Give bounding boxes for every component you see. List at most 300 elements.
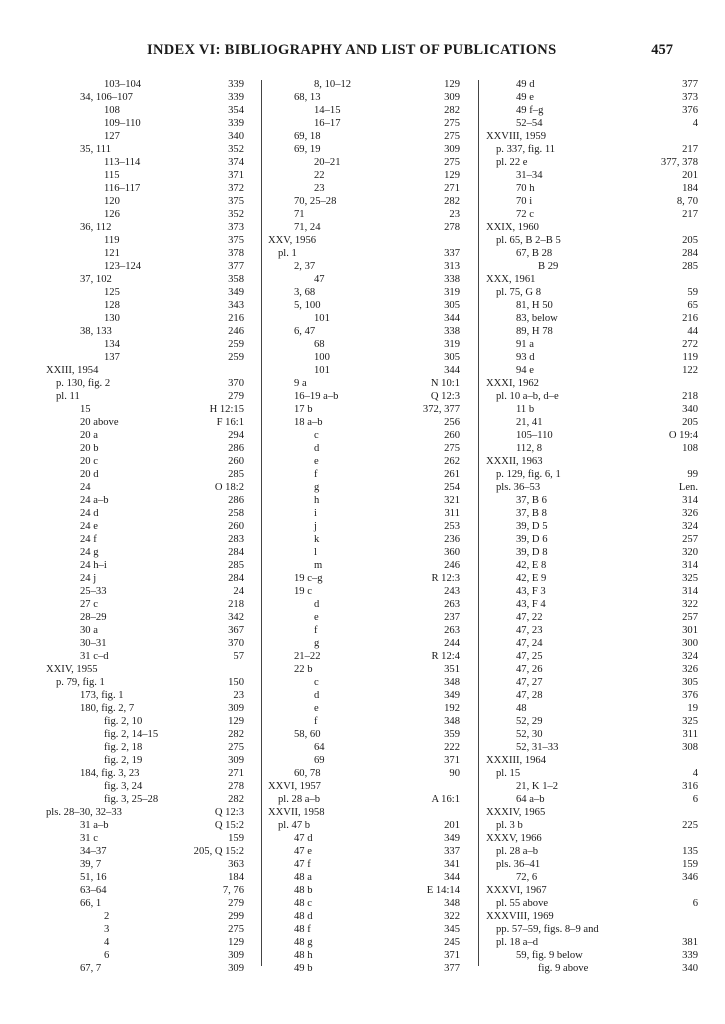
entry-page: 294 xyxy=(228,430,244,441)
entry-reference: 58, 60 xyxy=(294,729,321,740)
entry-reference: fig. 2, 10 xyxy=(104,716,143,727)
entry-reference: 72 c xyxy=(516,209,534,220)
entry-reference: 2 xyxy=(104,911,110,922)
index-entry xyxy=(268,663,460,676)
entry-reference: 52–54 xyxy=(516,118,543,129)
entry-reference: 24 a–b xyxy=(80,495,109,506)
index-entry xyxy=(268,169,460,182)
entry-reference: 22 b xyxy=(294,664,313,675)
index-entry xyxy=(268,702,460,715)
entry-reference: pp. 57–59, figs. 8–9 and xyxy=(496,924,599,935)
entry-reference: 68 xyxy=(314,339,325,350)
entry-page: 6 xyxy=(692,794,698,805)
index-entry xyxy=(486,728,698,741)
entry-page: 243 xyxy=(444,586,460,597)
index-entry xyxy=(486,117,698,130)
entry-reference: m xyxy=(314,560,323,571)
entry-page: F 16:1 xyxy=(216,417,244,428)
entry-reference: 52, 29 xyxy=(516,716,543,727)
index-entry xyxy=(46,676,244,689)
entry-page: 286 xyxy=(228,495,244,506)
entry-page: 349 xyxy=(444,833,460,844)
entry-page: 308 xyxy=(682,742,698,753)
entry-page: 205 xyxy=(682,235,698,246)
index-entry xyxy=(46,637,244,650)
entry-page: N 10:1 xyxy=(430,378,460,389)
index-entry xyxy=(486,442,698,455)
entry-reference: 25–33 xyxy=(80,586,107,597)
index-entry xyxy=(486,741,698,754)
entry-reference: 19 c–g xyxy=(294,573,323,584)
entry-reference: 59, fig. 9 below xyxy=(516,950,583,961)
index-entry xyxy=(46,494,244,507)
entry-page: 372 xyxy=(228,183,244,194)
index-entry xyxy=(268,650,460,663)
entry-page: 6 xyxy=(692,898,698,909)
index-entry xyxy=(46,390,244,403)
index-entry xyxy=(486,572,698,585)
entry-reference: 128 xyxy=(104,300,120,311)
entry-reference: 9 a xyxy=(294,378,307,389)
entry-reference: 64 xyxy=(314,742,325,753)
index-entry xyxy=(46,767,244,780)
entry-reference: 24 d xyxy=(80,508,99,519)
index-entry xyxy=(46,793,244,806)
entry-reference: XXVI, 1957 xyxy=(268,781,321,792)
entry-page: 319 xyxy=(444,339,460,350)
entry-page: 285 xyxy=(682,261,698,272)
entry-reference: l xyxy=(314,547,317,558)
index-entry xyxy=(486,754,698,767)
entry-page: 285 xyxy=(228,560,244,571)
index-entry xyxy=(46,143,244,156)
index-entry xyxy=(486,169,698,182)
entry-reference: 69, 19 xyxy=(294,144,321,155)
index-entry xyxy=(46,312,244,325)
index-entry xyxy=(46,624,244,637)
entry-reference: 70, 25–28 xyxy=(294,196,337,207)
index-entry xyxy=(46,234,244,247)
entry-reference: 42, E 8 xyxy=(516,560,547,571)
entry-reference: 20 d xyxy=(80,469,99,480)
entry-reference: 18 a–b xyxy=(294,417,323,428)
entry-page: 351 xyxy=(444,664,460,675)
index-entry xyxy=(268,299,460,312)
index-entry xyxy=(268,442,460,455)
entry-page: 322 xyxy=(444,911,460,922)
entry-reference: XXXII, 1963 xyxy=(486,456,543,467)
index-entry xyxy=(268,104,460,117)
entry-reference: 123–124 xyxy=(104,261,142,272)
entry-reference: 24 e xyxy=(80,521,98,532)
entry-page: 316 xyxy=(682,781,698,792)
index-entry xyxy=(486,234,698,247)
index-entry xyxy=(486,455,698,468)
index-entry xyxy=(268,91,460,104)
entry-reference: 8, 10–12 xyxy=(314,79,352,90)
index-entry xyxy=(268,897,460,910)
entry-reference: 52, 30 xyxy=(516,729,543,740)
index-entry xyxy=(268,260,460,273)
header-title: INDEX VI: BIBLIOGRAPHY AND LIST OF PUBLICATIONS xyxy=(147,42,557,58)
index-entry xyxy=(268,806,460,819)
index-entry xyxy=(46,728,244,741)
index-entry xyxy=(46,364,244,377)
index-entry xyxy=(46,182,244,195)
index-entry xyxy=(486,949,698,962)
entry-reference: k xyxy=(314,534,320,545)
entry-reference: 27 c xyxy=(80,599,98,610)
entry-reference: 127 xyxy=(104,131,120,142)
entry-reference: 11 b xyxy=(516,404,535,415)
entry-reference: 31 a–b xyxy=(80,820,109,831)
index-entry xyxy=(486,702,698,715)
index-entry xyxy=(486,377,698,390)
entry-reference: 180, fig. 2, 7 xyxy=(80,703,135,714)
index-column-1 xyxy=(46,78,244,975)
entry-page: 344 xyxy=(444,313,460,324)
entry-reference: 71 xyxy=(294,209,305,220)
index-entry xyxy=(486,403,698,416)
entry-page: 349 xyxy=(444,690,460,701)
entry-page: 122 xyxy=(682,365,698,376)
entry-reference: 47, 23 xyxy=(516,625,543,636)
entry-reference: 184, fig. 3, 23 xyxy=(80,768,140,779)
entry-page: 59 xyxy=(687,287,698,298)
entry-page: 8, 70 xyxy=(676,196,698,207)
entry-reference: i xyxy=(314,508,317,519)
entry-page: 305 xyxy=(682,677,698,688)
entry-reference: 30 a xyxy=(80,625,98,636)
index-entry xyxy=(486,91,698,104)
index-entry xyxy=(46,351,244,364)
index-entry xyxy=(46,897,244,910)
entry-page: 263 xyxy=(444,625,460,636)
entry-reference: XXXI, 1962 xyxy=(486,378,539,389)
entry-reference: XXVII, 1958 xyxy=(268,807,325,818)
entry-reference: 48 f xyxy=(294,924,311,935)
entry-page: 309 xyxy=(228,755,244,766)
entry-reference: 121 xyxy=(104,248,120,259)
index-entry xyxy=(268,364,460,377)
index-entry xyxy=(486,845,698,858)
entry-reference: 16–19 a–b xyxy=(294,391,339,402)
index-entry xyxy=(268,819,460,832)
index-entry xyxy=(268,624,460,637)
entry-page: 309 xyxy=(228,703,244,714)
entry-reference: 49 f–g xyxy=(516,105,544,116)
index-entry xyxy=(268,611,460,624)
entry-reference: 16–17 xyxy=(314,118,341,129)
entry-page: 217 xyxy=(682,144,698,155)
entry-page: 286 xyxy=(228,443,244,454)
entry-reference: fig. 2, 14–15 xyxy=(104,729,159,740)
entry-page: 375 xyxy=(228,196,244,207)
entry-reference: 126 xyxy=(104,209,120,220)
index-entry xyxy=(486,923,698,936)
index-entry xyxy=(268,572,460,585)
entry-page: 360 xyxy=(444,547,460,558)
index-entry xyxy=(268,936,460,949)
entry-reference: 67, 7 xyxy=(80,963,102,974)
entry-page: 320 xyxy=(682,547,698,558)
entry-page: 337 xyxy=(444,846,460,857)
index-entry xyxy=(486,494,698,507)
entry-page: 359 xyxy=(444,729,460,740)
entry-reference: 21, 41 xyxy=(516,417,543,428)
entry-reference: 130 xyxy=(104,313,120,324)
entry-page: 275 xyxy=(444,157,460,168)
entry-page: Q 12:3 xyxy=(430,391,460,402)
entry-page: 337 xyxy=(444,248,460,259)
entry-page: 322 xyxy=(682,599,698,610)
entry-reference: f xyxy=(314,469,318,480)
entry-reference: 43, F 3 xyxy=(516,586,546,597)
index-entry xyxy=(46,299,244,312)
index-column-2 xyxy=(268,78,460,975)
entry-reference: 43, F 4 xyxy=(516,599,546,610)
index-entry xyxy=(46,663,244,676)
entry-page: 371 xyxy=(228,170,244,181)
entry-page: 260 xyxy=(228,456,244,467)
index-entry xyxy=(268,234,460,247)
entry-page: 282 xyxy=(228,794,244,805)
entry-page: 150 xyxy=(228,677,244,688)
index-entry xyxy=(46,910,244,923)
index-entry xyxy=(268,780,460,793)
entry-page: 57 xyxy=(233,651,244,662)
entry-reference: 63–64 xyxy=(80,885,107,896)
entry-reference: 47, 24 xyxy=(516,638,543,649)
entry-reference: p. 129, fig. 6, 1 xyxy=(496,469,561,480)
entry-page: 325 xyxy=(682,716,698,727)
entry-page: 222 xyxy=(444,742,460,753)
entry-reference: 69, 18 xyxy=(294,131,321,142)
entry-reference: pl. 28 a–b xyxy=(496,846,539,857)
entry-page: 339 xyxy=(228,118,244,129)
index-entry xyxy=(486,364,698,377)
entry-page: 44 xyxy=(687,326,698,337)
entry-page: 311 xyxy=(444,508,460,519)
index-entry xyxy=(46,715,244,728)
entry-reference: 6, 47 xyxy=(294,326,316,337)
entry-page: 346 xyxy=(682,872,698,883)
entry-page: 285 xyxy=(228,469,244,480)
entry-page: 354 xyxy=(228,105,244,116)
index-entry xyxy=(268,585,460,598)
index-column-3 xyxy=(486,78,698,975)
entry-reference: pl. 65, B 2–B 5 xyxy=(496,235,561,246)
entry-page: 245 xyxy=(444,937,460,948)
entry-reference: pl. 15 xyxy=(496,768,521,779)
entry-reference: 31–34 xyxy=(516,170,543,181)
entry-reference: 20–21 xyxy=(314,157,341,168)
index-entry xyxy=(486,247,698,260)
index-entry xyxy=(486,884,698,897)
index-entry xyxy=(46,117,244,130)
index-entry xyxy=(46,325,244,338)
entry-reference: 22 xyxy=(314,170,325,181)
index-entry xyxy=(46,156,244,169)
index-entry xyxy=(268,377,460,390)
entry-reference: 108 xyxy=(104,105,120,116)
index-entry xyxy=(268,325,460,338)
index-entry xyxy=(486,936,698,949)
index-entry xyxy=(268,182,460,195)
entry-reference: 4 xyxy=(104,937,110,948)
entry-page: 135 xyxy=(682,846,698,857)
index-entry xyxy=(486,780,698,793)
entry-reference: 20 above xyxy=(80,417,119,428)
entry-reference: 64 a–b xyxy=(516,794,545,805)
index-entry xyxy=(46,832,244,845)
entry-page: 99 xyxy=(687,469,698,480)
entry-page: 343 xyxy=(228,300,244,311)
entry-page: 309 xyxy=(228,963,244,974)
entry-reference: j xyxy=(314,521,317,532)
entry-page: 244 xyxy=(444,638,460,649)
index-entry xyxy=(486,806,698,819)
entry-reference: 20 b xyxy=(80,443,99,454)
entry-reference: 48 a xyxy=(294,872,312,883)
index-entry xyxy=(268,156,460,169)
index-entry xyxy=(268,455,460,468)
entry-page: 184 xyxy=(228,872,244,883)
entry-reference: p. 337, fig. 11 xyxy=(496,144,556,155)
entry-page: 237 xyxy=(444,612,460,623)
index-entry xyxy=(268,546,460,559)
entry-reference: c xyxy=(314,430,319,441)
index-entry xyxy=(46,429,244,442)
index-entry xyxy=(268,637,460,650)
entry-reference: 94 e xyxy=(516,365,534,376)
index-entry xyxy=(486,156,698,169)
entry-reference: fig. 2, 18 xyxy=(104,742,143,753)
index-entry xyxy=(46,754,244,767)
index-entry xyxy=(486,611,698,624)
index-entry xyxy=(268,286,460,299)
entry-reference: 3, 68 xyxy=(294,287,316,298)
entry-reference: 101 xyxy=(314,313,330,324)
entry-reference: 47 xyxy=(314,274,325,285)
index-entry xyxy=(46,923,244,936)
entry-reference: 37, B 6 xyxy=(516,495,547,506)
entry-page: 370 xyxy=(228,638,244,649)
entry-reference: 89, H 78 xyxy=(516,326,553,337)
index-entry xyxy=(268,793,460,806)
entry-page: 340 xyxy=(682,404,698,415)
entry-page: 129 xyxy=(228,937,244,948)
entry-page: 370 xyxy=(228,378,244,389)
page-number: 457 xyxy=(651,42,673,58)
index-entry xyxy=(46,338,244,351)
entry-page: 90 xyxy=(449,768,460,779)
entry-reference: XXIV, 1955 xyxy=(46,664,98,675)
index-entry xyxy=(46,702,244,715)
entry-page: 283 xyxy=(228,534,244,545)
entry-page: 375 xyxy=(228,235,244,246)
entry-page: 373 xyxy=(682,92,698,103)
entry-reference: p. 79, fig. 1 xyxy=(56,677,105,688)
entry-page: 272 xyxy=(682,339,698,350)
entry-page: 324 xyxy=(682,651,698,662)
index-entry xyxy=(268,338,460,351)
entry-reference: XXIII, 1954 xyxy=(46,365,99,376)
index-entry xyxy=(486,221,698,234)
entry-page: 339 xyxy=(228,92,244,103)
entry-reference: 109–110 xyxy=(104,118,141,129)
entry-reference: g xyxy=(314,482,320,493)
index-entry xyxy=(486,104,698,117)
entry-page: 309 xyxy=(228,950,244,961)
entry-reference: 101 xyxy=(314,365,330,376)
index-entry xyxy=(486,546,698,559)
entry-page: 216 xyxy=(228,313,244,324)
index-entry xyxy=(486,286,698,299)
entry-page: 371 xyxy=(444,755,460,766)
entry-reference: 47, 27 xyxy=(516,677,543,688)
entry-reference: 48 xyxy=(516,703,527,714)
index-entry xyxy=(486,260,698,273)
entry-reference: fig. 2, 19 xyxy=(104,755,143,766)
entry-reference: 24 g xyxy=(80,547,99,558)
entry-page: H 12:15 xyxy=(209,404,244,415)
entry-reference: 48 h xyxy=(294,950,313,961)
entry-page: 305 xyxy=(444,352,460,363)
entry-page: 377, 378 xyxy=(660,157,698,168)
index-entry xyxy=(268,715,460,728)
index-entry xyxy=(486,962,698,975)
entry-reference: 49 d xyxy=(516,79,535,90)
entry-reference: XXXVIII, 1969 xyxy=(486,911,554,922)
entry-reference: 23 xyxy=(314,183,325,194)
entry-page: 23 xyxy=(449,209,460,220)
entry-reference: e xyxy=(314,456,319,467)
entry-reference: XXXIV, 1965 xyxy=(486,807,546,818)
entry-reference: XXXVI, 1967 xyxy=(486,885,547,896)
entry-reference: 48 g xyxy=(294,937,313,948)
entry-reference: 36, 112 xyxy=(80,222,112,233)
entry-reference: pl. 3 b xyxy=(496,820,523,831)
entry-page: 377 xyxy=(228,261,244,272)
entry-reference: 93 d xyxy=(516,352,535,363)
index-entry xyxy=(486,130,698,143)
entry-reference: 47 e xyxy=(294,846,312,857)
entry-page: 201 xyxy=(444,820,460,831)
index-entry xyxy=(268,845,460,858)
entry-page: 326 xyxy=(682,664,698,675)
entry-page: 344 xyxy=(444,872,460,883)
index-entry xyxy=(46,546,244,559)
entry-page: 258 xyxy=(228,508,244,519)
entry-reference: 70 i xyxy=(516,196,533,207)
entry-reference: 35, 111 xyxy=(80,144,111,155)
index-entry xyxy=(268,481,460,494)
index-entry xyxy=(486,481,698,494)
index-entry xyxy=(268,312,460,325)
entry-reference: 120 xyxy=(104,196,120,207)
entry-page: 284 xyxy=(228,547,244,558)
entry-page: 373 xyxy=(228,222,244,233)
index-entry xyxy=(268,351,460,364)
index-entry xyxy=(486,624,698,637)
entry-page: 321 xyxy=(444,495,460,506)
entry-reference: 91 a xyxy=(516,339,534,350)
index-entry xyxy=(486,585,698,598)
index-entry xyxy=(268,494,460,507)
entry-reference: 39, 7 xyxy=(80,859,102,870)
entry-page: 279 xyxy=(228,391,244,402)
